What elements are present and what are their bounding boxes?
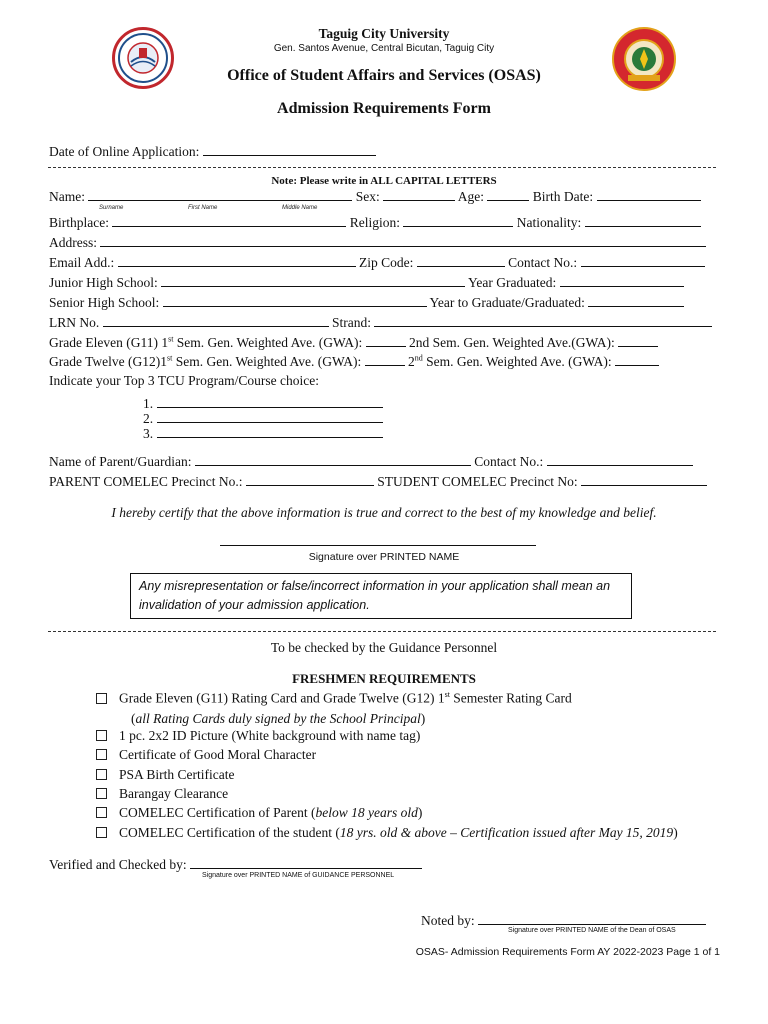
lrn-row	[49, 314, 712, 331]
email-label: Email Add.:	[49, 255, 115, 270]
choice-3-field[interactable]	[157, 425, 383, 438]
verified-row	[49, 856, 422, 873]
g12-row	[49, 353, 659, 370]
req-barangay-checkbox[interactable]	[96, 788, 107, 799]
religion-label: Religion:	[349, 215, 400, 230]
religion-field[interactable]	[403, 214, 513, 227]
zip-label: Zip Code:	[359, 255, 414, 270]
g11-second-sem-label: 2nd Sem. Gen. Weighted Ave.(GWA):	[409, 335, 615, 350]
parent-name-field[interactable]	[195, 453, 471, 466]
contact-field[interactable]	[581, 254, 705, 267]
choice-2-field[interactable]	[157, 410, 383, 423]
req-comelec-student-checkbox[interactable]	[96, 827, 107, 838]
g11-first-sem-field[interactable]	[366, 334, 406, 347]
req-barangay[interactable]: Barangay Clearance	[96, 786, 228, 802]
age-field[interactable]	[487, 188, 529, 201]
verified-sub-label: Signature over PRINTED NAME of GUIDANCE PERSONNEL	[202, 872, 395, 879]
birthplace-label: Birthplace:	[49, 215, 109, 230]
verified-label: Verified and Checked by:	[49, 857, 187, 872]
sex-label: Sex:	[355, 189, 380, 204]
student-precinct-label: STUDENT COMELEC Precinct No:	[377, 474, 578, 489]
choice-1-number: 1.	[143, 396, 154, 411]
form-title: Admission Requirements Form	[277, 100, 491, 117]
address-label: Address:	[49, 235, 97, 250]
choice-3-number: 3.	[143, 426, 154, 441]
year-graduated-label: Year Graduated:	[468, 275, 557, 290]
year-to-graduate-label: Year to Graduate/Graduated:	[429, 295, 585, 310]
g12-label: Grade Twelve (G12)1st Sem. Gen. Weighted Ave. (GWA):	[49, 353, 362, 369]
divider-top	[48, 167, 716, 168]
req-rating-card-checkbox[interactable]	[96, 693, 107, 704]
g12-second-sem-label: 2nd Sem. Gen. Weighted Ave. (GWA):	[407, 353, 612, 369]
parent-precinct-field[interactable]	[246, 473, 374, 486]
birthplace-field[interactable]	[112, 214, 346, 227]
req-comelec-parent[interactable]: COMELEC Certification of Parent (below 18 years old)	[96, 805, 422, 821]
req-rating-card[interactable]: Grade Eleven (G11) Rating Card and Grade Twelve (G12) 1st Semester Rating Card	[96, 690, 572, 707]
noted-sub-label: Signature over PRINTED NAME of the Dean of OSAS	[508, 927, 676, 934]
birth-date-label: Birth Date:	[532, 189, 594, 204]
verified-signature-field[interactable]	[190, 856, 422, 869]
footer-page-info: OSAS- Admission Requirements Form AY 2022-2023 Page 1 of 1	[415, 946, 720, 958]
req-comelec-student[interactable]: COMELEC Certification of the student (18 yrs. old & above – Certification issued after May 15, 2019)	[96, 825, 678, 841]
address-row	[49, 234, 706, 251]
req-id-picture[interactable]: 1 pc. 2x2 ID Picture (White background with name tag)	[96, 728, 420, 744]
age-label: Age:	[457, 189, 485, 204]
req-good-moral[interactable]: Certificate of Good Moral Character	[96, 747, 316, 763]
precinct-row	[49, 473, 707, 490]
parent-row	[49, 453, 693, 470]
office-title: Office of Student Affairs and Services (OSAS)	[227, 67, 541, 84]
lrn-label: LRN No.	[49, 315, 100, 330]
g12-first-sem-field[interactable]	[365, 353, 405, 366]
shs-label: Senior High School:	[49, 295, 160, 310]
signature-label: Signature over PRINTED NAME	[308, 551, 460, 563]
shs-row	[49, 294, 684, 311]
jhs-row	[49, 274, 684, 291]
misrepresentation-warning: Any misrepresentation or false/incorrect information in your application shall mean an invalidation of your admission application.	[130, 573, 632, 619]
university-address: Gen. Santos Avenue, Central Bicutan, Taguig City	[273, 43, 495, 54]
g11-row	[49, 334, 658, 351]
email-field[interactable]	[118, 254, 356, 267]
g11-second-sem-field[interactable]	[618, 334, 658, 347]
noted-signature-field[interactable]	[478, 912, 706, 925]
name-row	[49, 188, 701, 205]
zip-field[interactable]	[417, 254, 505, 267]
sex-field[interactable]	[383, 188, 455, 201]
strand-label: Strand:	[332, 315, 371, 330]
jhs-label: Junior High School:	[49, 275, 158, 290]
lrn-field[interactable]	[103, 314, 329, 327]
nationality-field[interactable]	[585, 214, 701, 227]
name-field[interactable]	[88, 188, 352, 201]
address-field[interactable]	[100, 234, 706, 247]
req-rating-card-note: (all Rating Cards duly signed by the School Principal)	[131, 711, 426, 726]
certification-statement: I hereby certify that the above information is true and correct to the best of my knowledge and belief.	[111, 505, 657, 520]
parent-precinct-label: PARENT COMELEC Precinct No.:	[49, 474, 243, 489]
choice-1-field[interactable]	[157, 395, 383, 408]
birthplace-row	[49, 214, 701, 231]
date-of-application-field[interactable]	[203, 143, 376, 156]
middle-name-hint: Middle Name	[282, 205, 318, 211]
top3-label: Indicate your Top 3 TCU Program/Course choice:	[49, 373, 319, 388]
parent-contact-field[interactable]	[547, 453, 693, 466]
surname-hint: Surname	[99, 205, 124, 211]
nationality-label: Nationality:	[516, 215, 582, 230]
email-row	[49, 254, 705, 271]
shs-field[interactable]	[163, 294, 427, 307]
req-id-picture-checkbox[interactable]	[96, 730, 107, 741]
strand-field[interactable]	[374, 314, 712, 327]
parent-contact-label: Contact No.:	[474, 454, 544, 469]
g12-second-sem-field[interactable]	[615, 353, 659, 366]
req-good-moral-checkbox[interactable]	[96, 749, 107, 760]
contact-label: Contact No.:	[508, 255, 578, 270]
req-psa-checkbox[interactable]	[96, 769, 107, 780]
jhs-field[interactable]	[161, 274, 465, 287]
choice-3-row	[143, 425, 383, 442]
noted-label: Noted by:	[421, 913, 475, 928]
name-label: Name:	[49, 189, 85, 204]
first-name-hint: First Name	[188, 205, 218, 211]
date-of-application-row	[49, 143, 376, 160]
student-precinct-field[interactable]	[581, 473, 707, 486]
choice-2-number: 2.	[143, 411, 154, 426]
req-psa[interactable]: PSA Birth Certificate	[96, 767, 235, 783]
capital-letters-note: Note: Please write in ALL CAPITAL LETTERS	[271, 175, 497, 187]
req-comelec-parent-checkbox[interactable]	[96, 807, 107, 818]
g11-label: Grade Eleven (G11) 1st Sem. Gen. Weighted Ave. (GWA):	[49, 334, 363, 350]
birth-date-field[interactable]	[597, 188, 701, 201]
freshmen-heading: FRESHMEN REQUIREMENTS	[292, 671, 476, 686]
year-graduated-field[interactable]	[560, 274, 684, 287]
date-of-application-label: Date of Online Application:	[49, 144, 200, 159]
divider-bottom	[48, 631, 716, 632]
university-name: Taguig City University	[318, 26, 450, 41]
parent-name-label: Name of Parent/Guardian:	[49, 454, 192, 469]
guidance-heading: To be checked by the Guidance Personnel	[270, 640, 498, 655]
year-to-graduate-field[interactable]	[588, 294, 684, 307]
signature-line[interactable]	[220, 545, 536, 546]
